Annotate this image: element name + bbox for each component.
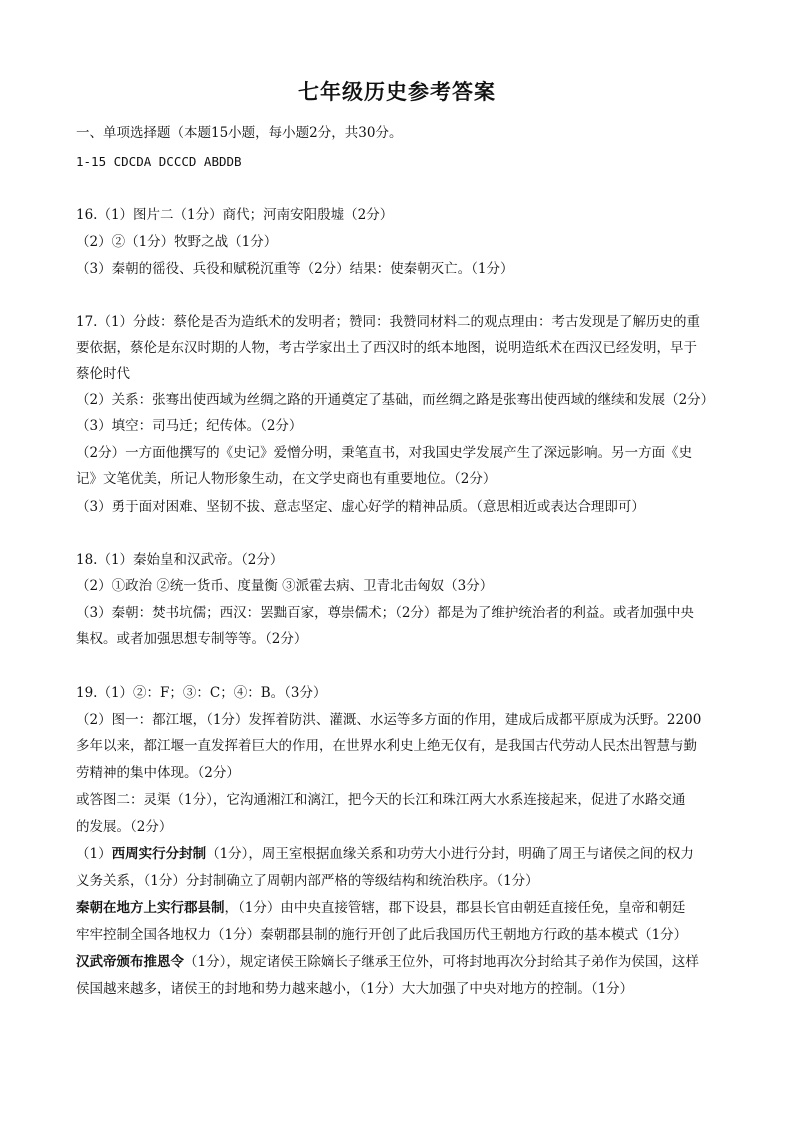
section-heading: 一、单项选择题（本题15小题，每小题2分，共30分。 — [76, 125, 403, 141]
q19-line-5: 或答图二：灵渠（1分），它沟通湘江和漓江，把今天的长江和珠江两大水系连接起来，促进了水路交通 — [76, 792, 686, 808]
q16-line-2: （2）②（1分）牧野之战（1分） — [76, 234, 278, 250]
q19-line-1: 19.（1）②：F；③：C；④：B。（3分） — [76, 685, 327, 701]
q17-line-2: 要依据，蔡伦是东汉时期的人物，考古学家出土了西汉时的纸本地图，说明造纸术在西汉已经发明，早于 — [76, 340, 697, 356]
q17-line-3: 蔡伦时代 — [76, 366, 130, 382]
q19-line-6: 的发展。（2分） — [76, 819, 173, 835]
q19-3-line-6: 侯国越来越多，诸侯王的封地和势力越来越小，（1分）大大加强了中央对地方的控制。（1分） — [76, 981, 634, 997]
q17-line-1: 17.（1）分歧：蔡伦是否为造纸术的发明者；赞同：我赞同材料二的观点理由：考古发现是了解历史的重 — [76, 314, 701, 330]
q19-3-prefix: （1） — [76, 846, 112, 862]
q19-3-term-fengjian: 西周实行分封制 — [111, 846, 207, 862]
q16-line-3: （3）秦朝的徭役、兵役和赋税沉重等（2分）结果：使秦朝灭亡。（1分） — [76, 261, 514, 277]
q19-3-term-tuienling: 汉武帝颁布推恩令 — [76, 954, 184, 970]
q17-line-4: （2）关系：张骞出使西域为丝绸之路的开通奠定了基础，而丝绸之路是张骞出使西域的继续和发展（2分） — [76, 392, 715, 408]
q19-3-line-5 — [76, 952, 726, 972]
q19-line-3: 多年以来，都江堰一直发挥着巨大的作用，在世界水利史上绝无仅有，是我国古代劳动人民杰出智慧与勤 — [76, 738, 697, 754]
q19-3-text-1: （1分），周王室根据血缘关系和功劳大小进行分封，明确了周王与诸侯之间的权力 — [206, 846, 694, 862]
page-title: 七年级历史参考答案 — [298, 79, 496, 104]
q19-3-line-2: 义务关系，（1分）分封制确立了周朝内部严格的等级结构和统治秩序。（1分） — [76, 873, 539, 889]
q17-line-6: （2分）一方面他撰写的《史记》爱憎分明，秉笔直书，对我国史学发展产生了深远影响。另一方面《史 — [76, 445, 693, 461]
q19-3-text-3: ，（1分）由中央直接管辖，郡下设县，郡县长官由朝廷直接任免，皇帝和朝廷 — [224, 900, 686, 916]
q18-line-4: 集权。或者加强思想专制等等。（2分） — [76, 631, 308, 647]
q19-3-text-5: （1分），规定诸侯王除嫡长子继承王位外，可将封地再次分封给其子弟作为侯国，这样 — [184, 954, 699, 970]
q19-3-line-3 — [76, 898, 726, 918]
q16-line-1: 16.（1）图片二（1分）商代；河南安阳殷墟（2分） — [76, 207, 394, 223]
q18-line-3: （3）秦朝：焚书坑儒；西汉：罢黜百家，尊崇儒术；（2分）都是为了维护统治者的利益。或者加强中央 — [76, 605, 694, 621]
q19-line-2: （2）图一：都江堰，（1分）发挥着防洪、灌溉、水运等多方面的作用，建成后成都平原成为沃野。2200 — [76, 712, 702, 728]
q19-3-term-junxian: 秦朝在地方上实行郡县制 — [76, 900, 225, 916]
q17-line-8: （3）勇于面对困难、坚韧不拔、意志坚定、虚心好学的精神品质。（意思相近或表达合理即可） — [76, 499, 645, 515]
q18-line-2: （2）①政治 ②统一货币、度量衡 ③派霍去病、卫青北击匈奴（3分） — [76, 578, 494, 594]
q19-3-line-1 — [76, 844, 726, 864]
choice-answers: 1-15 CDCDA DCCCD ABDDB — [76, 154, 242, 169]
q17-line-7: 记》文笔优美，所记人物形象生动，在文学史商也有重要地位。（2分） — [76, 471, 497, 487]
q18-line-1: 18.（1）秦始皇和汉武帝。（2分） — [76, 552, 284, 568]
q19-line-4: 劳精神的集中体现。（2分） — [76, 765, 240, 781]
q17-line-5: （3）填空：司马迁；纪传体。（2分） — [76, 418, 303, 434]
q19-3-line-4: 牢牢控制全国各地权力（1分）秦朝郡县制的施行开创了此后我国历代王朝地方行政的基本模式（1分） — [76, 927, 688, 943]
